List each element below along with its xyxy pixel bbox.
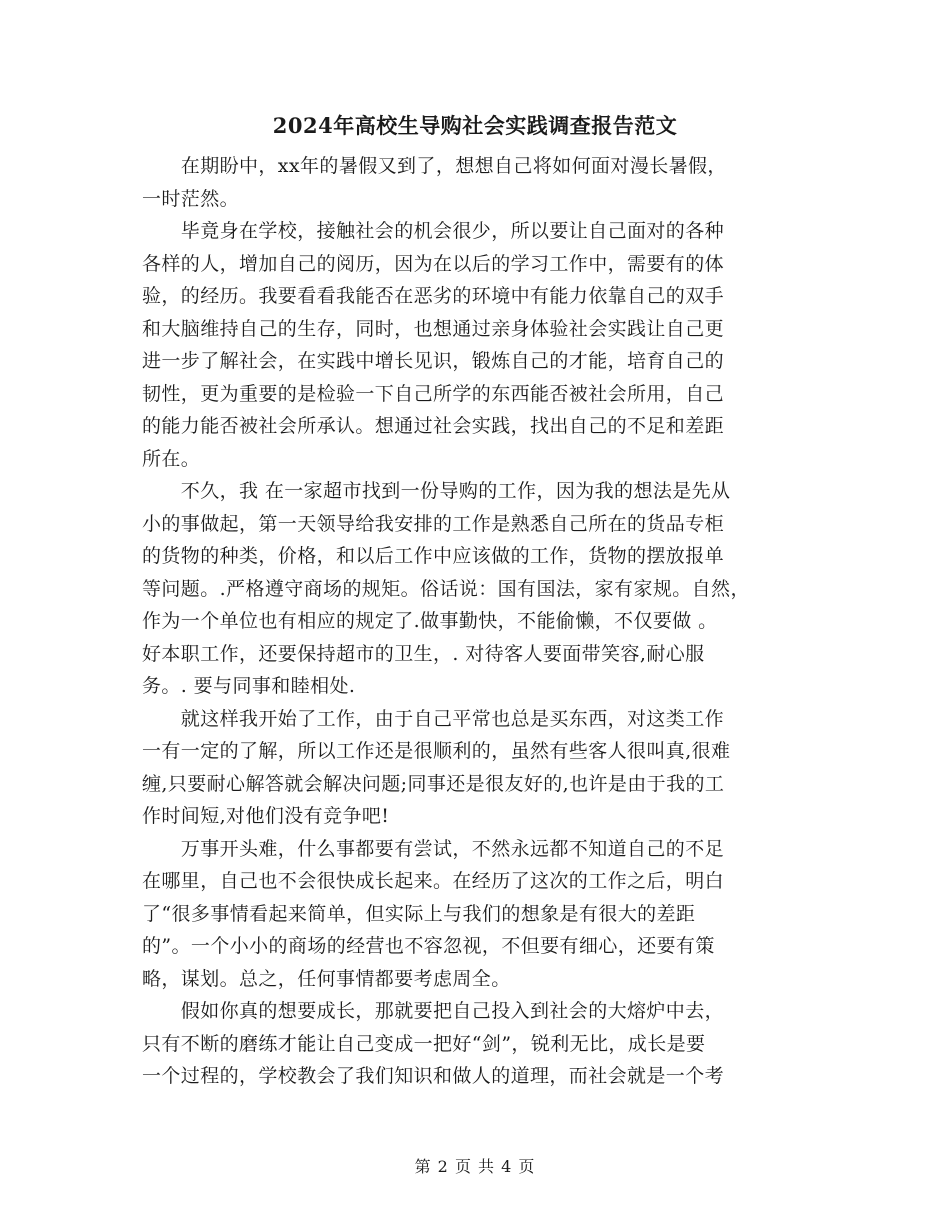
body-line: 务。. 要与同事和睦相处. [142, 675, 356, 697]
body-line: 和大脑维持自己的生存，同时，也想通过亲身体验社会实践让自己更 [142, 317, 725, 340]
body-line: 毕竟身在学校，接触社会的机会很少，所以要让自己面对的各种 [142, 220, 725, 242]
body-line: 等问题。.严格遵守商场的规矩。俗话说：国有国法，家有家规。自然， [142, 577, 750, 600]
body-line: 在期盼中，xx年的暑假又到了，想想自己将如何面对漫长暑假， [142, 155, 727, 177]
body-line: 所在。 [142, 447, 201, 470]
body-line: 验，的经历。我要看看我能否在恶劣的环境中有能力依靠自己的双手 [142, 285, 725, 307]
body-line: 假如你真的想要成长，那就要把自己投入到社会的大熔炉中去， [142, 1000, 725, 1022]
document-title: 2024年高校生导购社会实践调查报告范文 [272, 113, 678, 138]
body-line: 就这样我开始了工作，由于自己平常也总是买东西，对这类工作 [142, 707, 725, 730]
body-line: 好本职工作，还要保持超市的卫生，. 对待客人要面带笑容,耐心服 [142, 642, 705, 665]
body-line: 只有不断的磨练才能让自己变成一把好“剑”，锐利无比，成长是要 [142, 1032, 706, 1055]
body-line: 的货物的种类，价格，和以后工作中应该做的工作，货物的摆放报单 [142, 545, 725, 567]
document-body [142, 150, 822, 1093]
body-line: 万事开头难，什么事都要有尝试，不然永远都不知道自己的不足 [142, 837, 725, 860]
body-line: 韧性，更为重要的是检验一下自己所学的东西能否被社会所用，自己 [142, 382, 725, 405]
body-line: 缠,只要耐心解答就会解决问题;同事还是很友好的,也许是由于我的工 [142, 772, 725, 795]
body-line: 小的事做起，第一天领导给我安排的工作是熟悉自己所在的货品专柜 [142, 512, 725, 535]
body-line: 作时间短,对他们没有竞争吧! [142, 805, 390, 827]
body-line: 一有一定的了解，所以工作还是很顺利的，虽然有些客人很叫真,很难 [142, 740, 731, 762]
page-number-footer: 第 2 页 共 4 页 [414, 1157, 536, 1176]
body-line: 进一步了解社会，在实践中增长见识，锻炼自己的才能，培育自己的 [142, 350, 725, 372]
body-line: 一个过程的，学校教会了我们知识和做人的道理，而社会就是一个考 [142, 1065, 725, 1087]
body-line: 略，谋划。总之，任何事情都要考虑周全。 [142, 967, 511, 990]
body-line: 作为一个单位也有相应的规定了.做事勤快，不能偷懒，不仅要做 。 [142, 610, 718, 632]
body-line: 各样的人，增加自己的阅历，因为在以后的学习工作中，需要有的体 [142, 252, 725, 275]
body-line: 不久，我 在一家超市找到一份导购的工作，因为我的想法是先从 [142, 480, 731, 502]
body-line: 的”。一个小小的商场的经营也不容忽视，不但要有细心，还要有策 [142, 935, 715, 957]
body-line: 了“很多事情看起来简单，但实际上与我们的想象是有很大的差距 [142, 902, 696, 925]
body-line: 的能力能否被社会所承认。想通过社会实践，找出自己的不足和差距 [142, 415, 725, 437]
body-line: 在哪里，自己也不会很快成长起来。在经历了这次的工作之后，明白 [142, 870, 725, 892]
body-line: 一时茫然。 [142, 187, 240, 210]
